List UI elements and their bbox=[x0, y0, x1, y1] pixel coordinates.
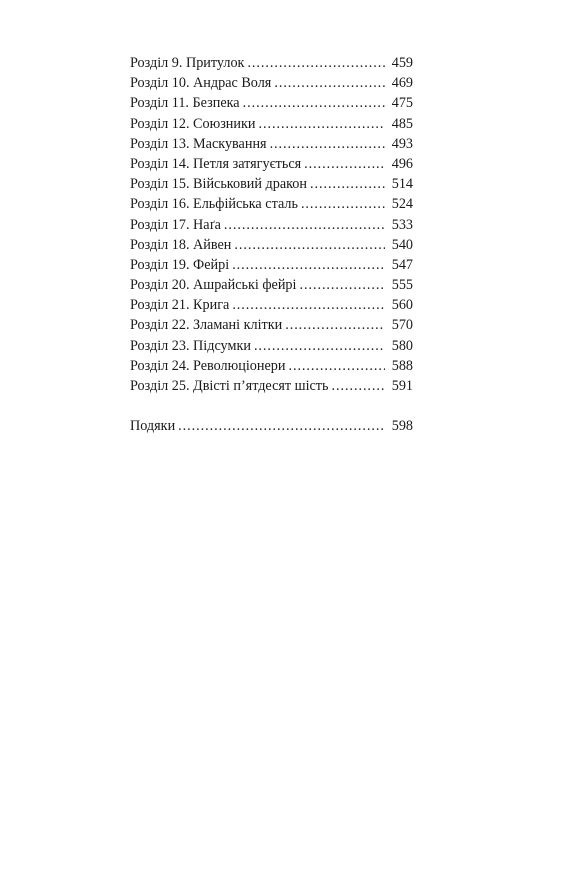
toc-entry[interactable] bbox=[130, 53, 413, 73]
toc-dot-leader bbox=[251, 336, 385, 356]
toc-entry[interactable] bbox=[130, 215, 413, 235]
toc-entry-page: 459 bbox=[391, 55, 413, 71]
toc-entry[interactable] bbox=[130, 255, 413, 275]
toc-entry[interactable] bbox=[130, 114, 413, 134]
toc-dot-leader bbox=[282, 315, 385, 335]
toc-entry[interactable] bbox=[130, 235, 413, 255]
toc-entry-page: 475 bbox=[391, 95, 413, 112]
toc-entry-title: Розділ 21. Крига bbox=[130, 297, 230, 314]
toc-entry-page: 496 bbox=[391, 155, 413, 172]
toc-entry[interactable] bbox=[130, 315, 413, 335]
toc-entry-title: Розділ 10. Андрас Воля bbox=[130, 75, 272, 92]
toc-entry-page: 514 bbox=[391, 176, 413, 193]
toc-entry-title: Розділ 15. Військовий дракон bbox=[130, 176, 307, 193]
toc-entry[interactable] bbox=[130, 295, 413, 315]
toc-entry[interactable] bbox=[130, 93, 413, 113]
toc-entry-page: 588 bbox=[391, 357, 413, 374]
toc-entry-title: Розділ 9. Притулок bbox=[130, 55, 245, 71]
toc-entry-page: 555 bbox=[391, 277, 413, 294]
toc-dot-leader bbox=[301, 154, 385, 174]
toc-dot-leader bbox=[307, 174, 385, 194]
toc-entry-title: Розділ 23. Підсумки bbox=[130, 337, 251, 354]
toc-entry[interactable] bbox=[130, 376, 413, 396]
toc-dot-leader bbox=[229, 295, 385, 315]
toc-dot-leader bbox=[221, 215, 385, 235]
toc-dot-leader bbox=[267, 134, 385, 154]
toc-dot-leader bbox=[285, 356, 385, 376]
toc-entry-page: 580 bbox=[391, 337, 413, 354]
toc-entry-title: Розділ 18. Айвен bbox=[130, 236, 232, 253]
toc-entry-page: 547 bbox=[391, 256, 413, 273]
toc-dot-leader bbox=[298, 194, 385, 214]
toc-entry-title: Розділ 16. Ельфійська сталь bbox=[130, 196, 298, 213]
toc-entry-title: Розділ 22. Зламані клітки bbox=[130, 317, 283, 334]
toc-entry[interactable] bbox=[130, 154, 413, 174]
toc-entry-title: Розділ 11. Безпека bbox=[130, 95, 240, 112]
toc-entry-page: 524 bbox=[391, 196, 413, 213]
toc-entry[interactable] bbox=[130, 194, 413, 214]
toc-entry-acknowledgements[interactable] bbox=[130, 416, 413, 436]
toc-entry-title: Подяки bbox=[130, 418, 176, 435]
toc-chapter-list bbox=[130, 53, 413, 396]
toc-entry-page: 598 bbox=[391, 418, 413, 435]
toc-entry-page: 469 bbox=[391, 75, 413, 92]
toc-entry-title: Розділ 25. Двісті п’ятдесят шість bbox=[130, 378, 329, 394]
toc-dot-leader bbox=[240, 93, 385, 113]
toc-dot-leader bbox=[175, 416, 385, 436]
toc-entry[interactable] bbox=[130, 174, 413, 194]
toc-dot-leader bbox=[328, 376, 385, 396]
toc-dot-leader bbox=[244, 53, 385, 73]
toc-entry[interactable] bbox=[130, 275, 413, 295]
toc-entry[interactable] bbox=[130, 134, 413, 154]
toc-entry-title: Розділ 17. Наґа bbox=[130, 216, 221, 233]
toc-entry-page: 570 bbox=[391, 317, 413, 334]
toc-dot-leader bbox=[296, 275, 385, 295]
toc-entry-page: 533 bbox=[391, 216, 413, 233]
toc-entry[interactable] bbox=[130, 336, 413, 356]
toc-dot-leader bbox=[255, 114, 385, 134]
toc-entry[interactable] bbox=[130, 73, 413, 93]
toc-entry-title: Розділ 12. Союзники bbox=[130, 115, 256, 132]
toc-entry-page: 560 bbox=[391, 297, 413, 314]
toc-entry-title: Розділ 13. Маскування bbox=[130, 135, 267, 152]
toc-entry-page: 493 bbox=[391, 135, 413, 152]
toc-entry[interactable] bbox=[130, 356, 413, 376]
toc-entry-page: 591 bbox=[391, 378, 413, 394]
toc-entry-title: Розділ 24. Революціонери bbox=[130, 357, 286, 374]
toc-entry-title: Розділ 20. Ашрайські фейрі bbox=[130, 277, 297, 294]
toc-dot-leader bbox=[229, 255, 385, 275]
toc-dot-leader bbox=[271, 73, 385, 93]
toc-entry-title: Розділ 19. Фейрі bbox=[130, 256, 230, 273]
toc-entry-page: 540 bbox=[391, 236, 413, 253]
table-of-contents bbox=[130, 53, 413, 437]
toc-entry-page: 485 bbox=[391, 115, 413, 132]
toc-section-gap bbox=[130, 396, 413, 416]
toc-entry-title: Розділ 14. Петля затягується bbox=[130, 155, 302, 172]
toc-dot-leader bbox=[231, 235, 385, 255]
